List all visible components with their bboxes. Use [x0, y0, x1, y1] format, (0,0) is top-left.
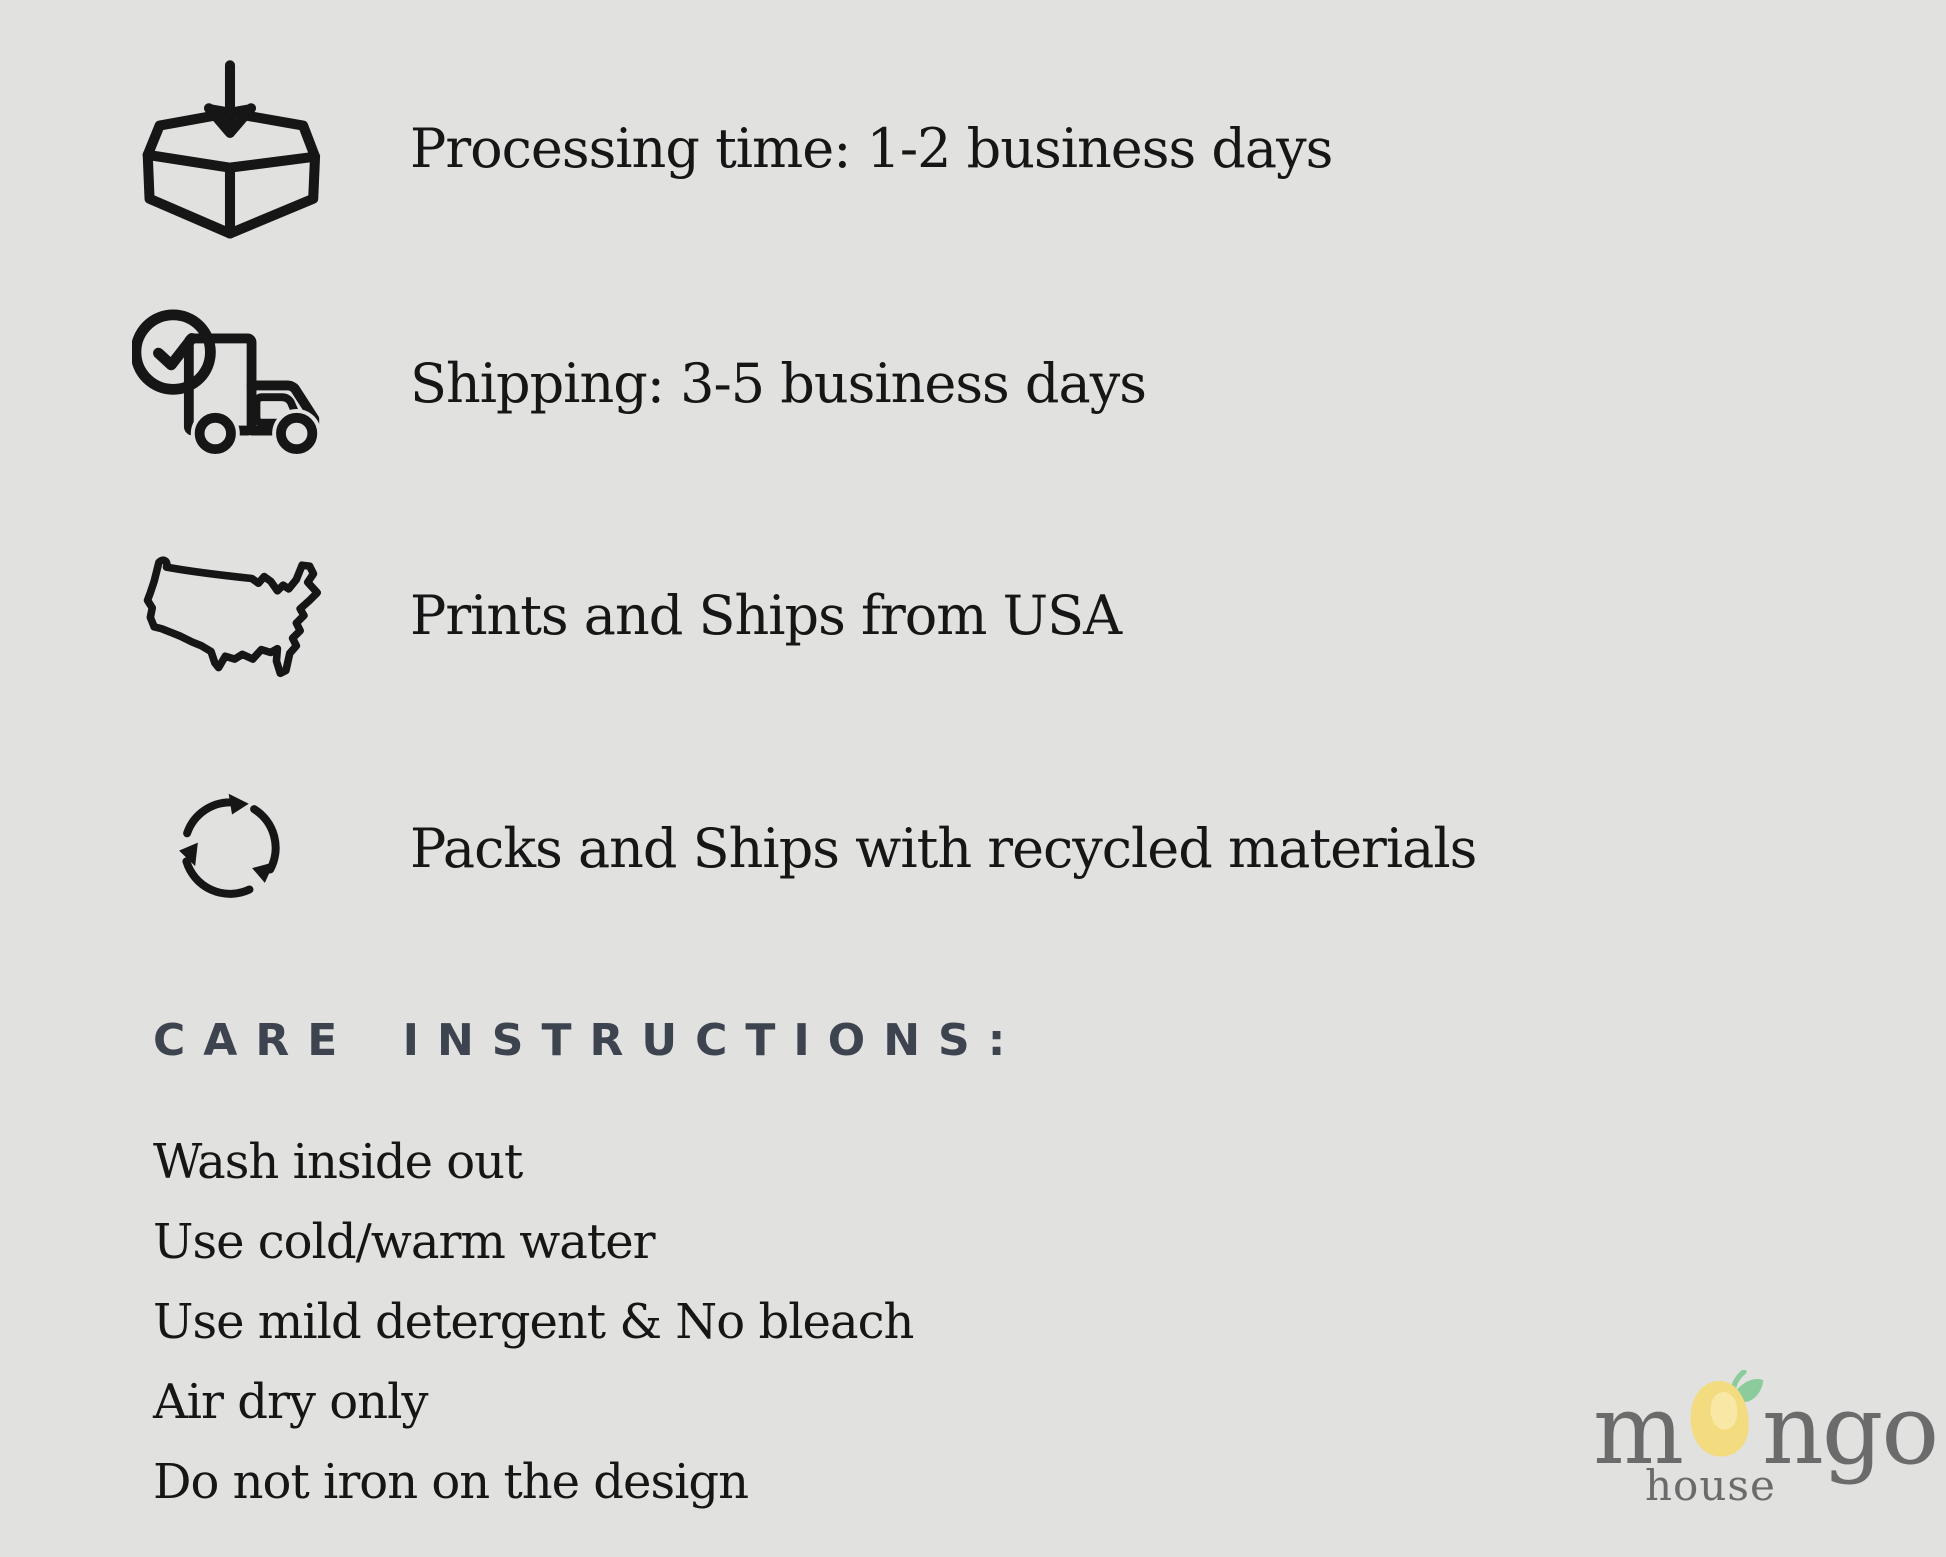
care-item-water: Use cold/warm water — [153, 1214, 655, 1270]
brand-suffix: ngo — [1762, 1374, 1938, 1486]
feature-recycled-materials — [130, 753, 1476, 943]
care-item-detergent: Use mild detergent & No bleach — [153, 1294, 914, 1350]
care-instructions-list — [153, 1122, 913, 1522]
delivery-truck-clock-icon — [130, 288, 330, 478]
care-item-iron: Do not iron on the design — [153, 1454, 749, 1510]
care-item-air-dry: Air dry only — [153, 1374, 428, 1430]
feature-processing-time — [130, 53, 1332, 243]
brand-subtext: house — [1645, 1460, 1776, 1510]
brand-prefix: m — [1593, 1374, 1683, 1486]
recycle-arrows-icon — [130, 753, 330, 943]
brand-logo — [1593, 1374, 1938, 1510]
feature-label-usa: Prints and Ships from USA — [410, 583, 1122, 647]
care-instructions-heading: CARE INSTRUCTIONS: — [153, 1015, 1024, 1066]
care-item-wash: Wash inside out — [153, 1134, 523, 1190]
feature-shipping-time — [130, 288, 1146, 478]
usa-map-icon — [130, 520, 330, 710]
mango-icon — [1678, 1370, 1766, 1469]
feature-made-in-usa — [130, 520, 1121, 710]
open-box-arrow-icon — [130, 53, 330, 243]
feature-label-shipping: Shipping: 3-5 business days — [410, 351, 1146, 415]
feature-label-recycled: Packs and Ships with recycled materials — [410, 816, 1477, 880]
feature-label-processing: Processing time: 1-2 business days — [410, 116, 1333, 180]
